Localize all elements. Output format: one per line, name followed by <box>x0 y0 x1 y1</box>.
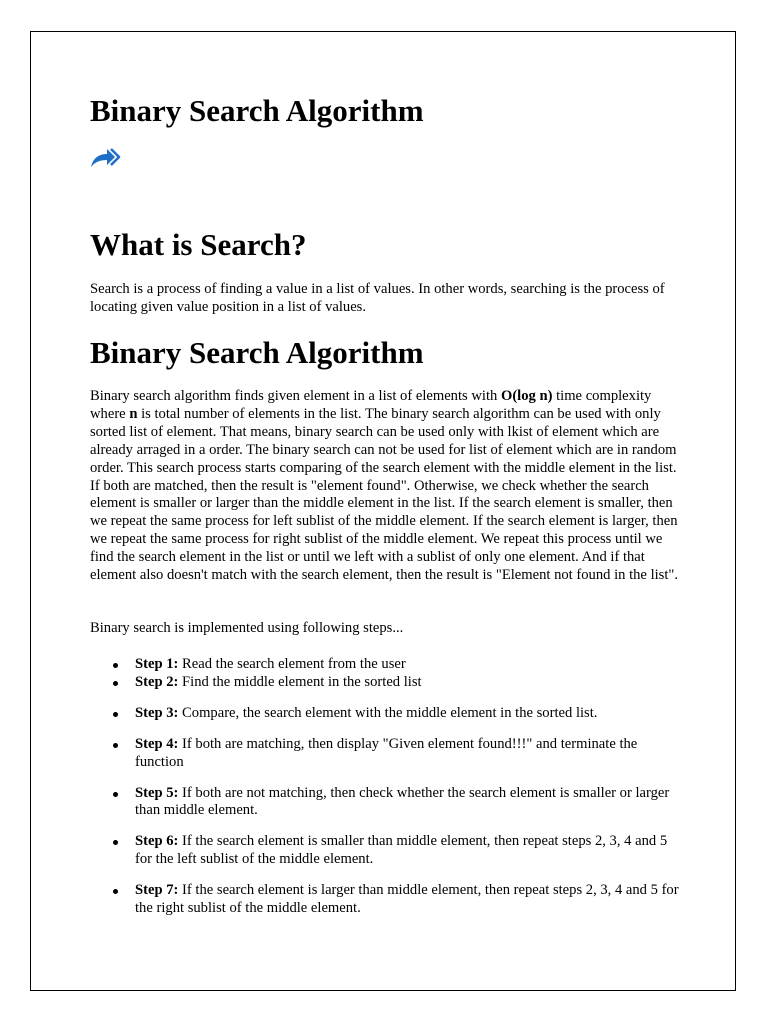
step-label: Step 5: <box>135 784 179 801</box>
heading-what-is-search: What is Search? <box>90 227 307 262</box>
step-text: Compare, the search element with the middle element in the sorted list. <box>178 704 598 721</box>
n-variable: n <box>129 405 138 422</box>
heading-binary-search-algorithm: Binary Search Algorithm <box>90 335 424 370</box>
step-text: If the search element is larger than middle element, then repeat steps 2, 3, 4 and 5 for the right sublist of the middle element. <box>135 882 679 917</box>
step-label: Step 6: <box>135 833 179 850</box>
intro-text-b: time complexity where <box>90 388 652 422</box>
document-title: Binary Search Algorithm <box>90 93 424 128</box>
binary-search-description <box>90 388 680 585</box>
share-arrows-icon[interactable] <box>90 146 122 170</box>
step-label: Step 3: <box>135 704 179 721</box>
complexity-value: O(log n) <box>500 388 553 404</box>
step-label: Step 2: <box>135 673 179 690</box>
step-text: If the search element is smaller than middle element, then repeat steps 2, 3, 4 and 5 for the left sublist of the middle element. <box>135 833 668 868</box>
list-item <box>135 705 683 723</box>
list-item <box>135 882 683 918</box>
intro-text-c: is total number of elements in the list. The binary search algorithm can be used with only sorted list of element. That means, binary search can be used only with lkist of element which are already arraged in a order. The binary search can not be used for list of element which are in random order. This search process starts comparing of the search element with the middle element in the list. If both are matched, then the result is "element found". Otherwise, we check whether the search element is smaller or larger than the middle element in the list. If the search element is smaller, then we repeat the same process for left sublist of the middle element. If the search element is larger, then we repeat the same process for right sublist of the middle element. We repeat this process until we find the search element in the list or until we left with a sublist of only one element. And if that element also doesn't match with the search element, then the result is "Element not found in the list". <box>90 405 679 584</box>
intro-text-a: Binary search algorithm finds given element in a list of elements with <box>90 388 501 404</box>
list-item <box>135 736 683 772</box>
list-item <box>135 785 683 821</box>
step-text: If both are not matching, then check whether the search element is smaller or larger than middle element. <box>135 784 670 819</box>
list-item <box>135 833 683 869</box>
list-item <box>135 674 683 692</box>
implementation-intro: Binary search is implemented using following steps... <box>90 620 404 636</box>
list-item <box>135 656 683 674</box>
step-text: Read the search element from the user <box>178 656 406 672</box>
step-text: If both are matching, then display "Given element found!!!" and terminate the function <box>135 735 638 770</box>
search-definition-paragraph: Search is a process of finding a value in a list of values. In other words, searching is the process of locating given value position in a list of values. <box>90 281 665 315</box>
step-label: Step 7: <box>135 882 179 899</box>
step-text: Find the middle element in the sorted list <box>178 673 422 690</box>
step-label: Step 4: <box>135 735 179 752</box>
steps-list <box>90 656 683 918</box>
step-label: Step 1: <box>135 656 179 672</box>
